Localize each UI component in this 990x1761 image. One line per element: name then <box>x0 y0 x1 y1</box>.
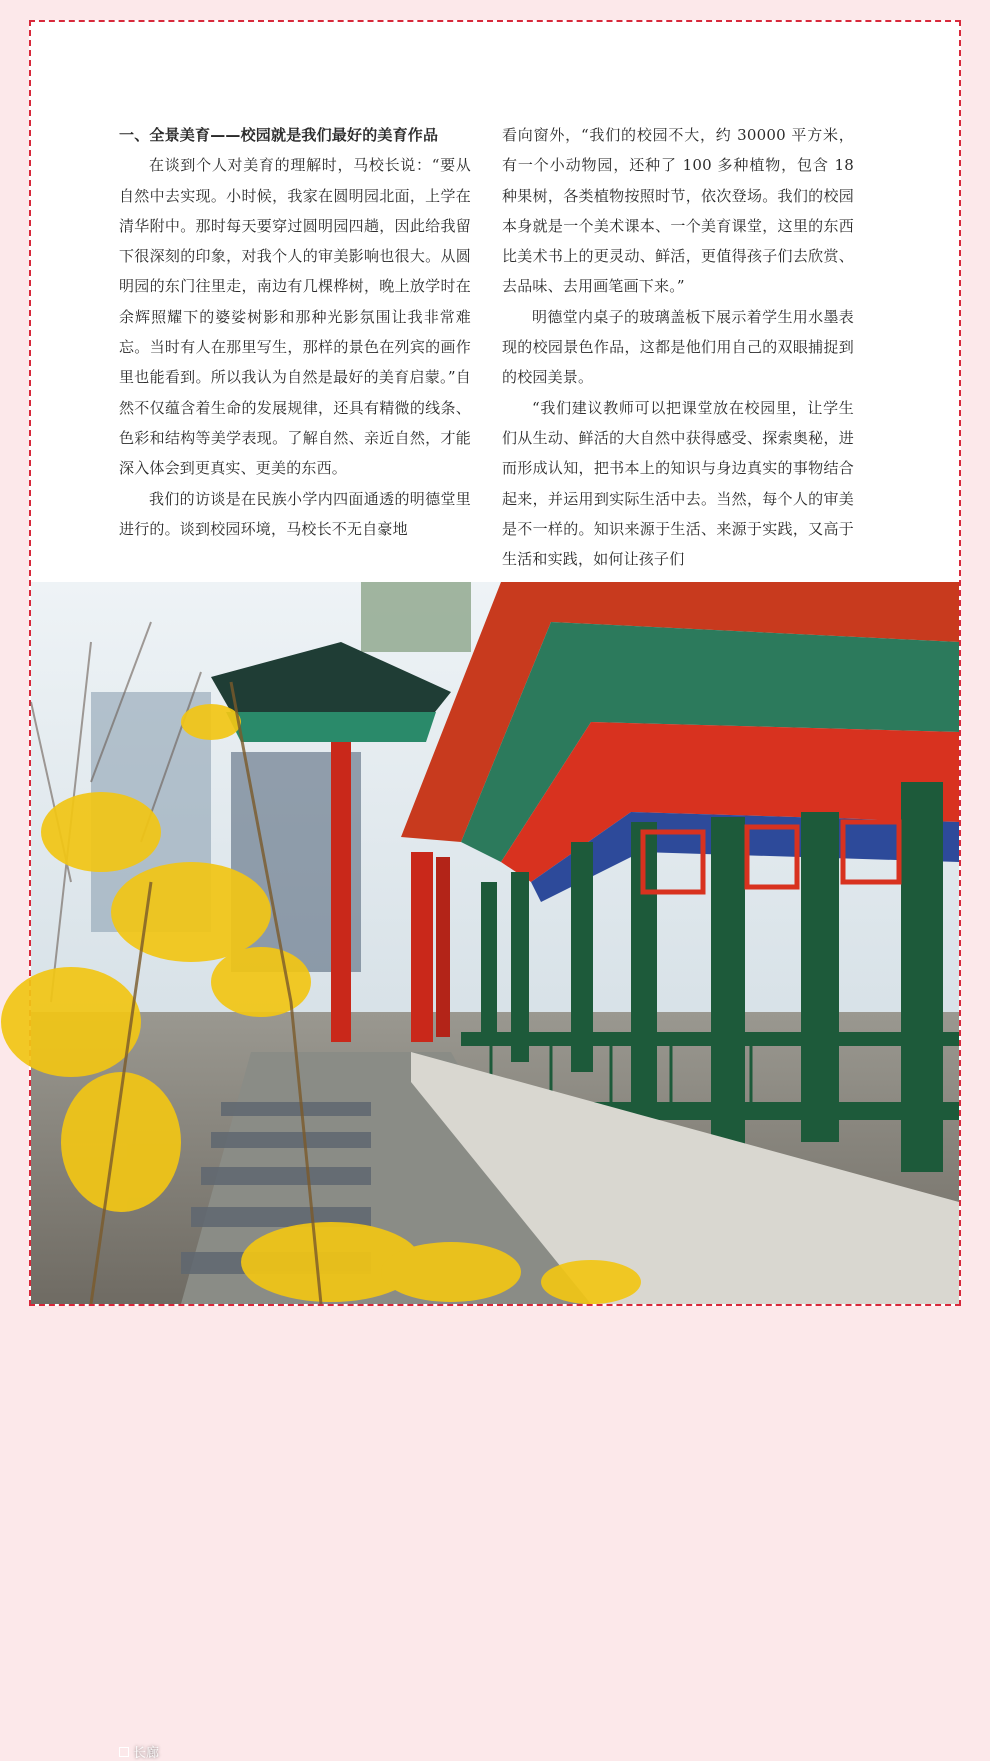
square-caption-icon <box>119 1747 129 1757</box>
paragraph: 在谈到个人对美育的理解时，马校长说：“要从自然中去实现。小时候，我家在圆明园北面，上学在清华附中。那时每天要穿过圆明园四趟，因此给我留下很深刻的印象，对我个人的审美影响也很大。从圆明园的东门往里走，南边有几棵桦树，晚上放学时在余辉照耀下的婆娑树影和那种光影氛围让我非常难忘。当时有人在那里写生，那样的景色在列宾的画作里也能看到。所以我认为自然是最好的美育启蒙。”自然不仅蕴含着生命的发展规律，还具有精微的线条、色彩和结构等美学表现。了解自然、亲近自然，才能深入体会到更真实、更美的东西。 <box>119 156 471 478</box>
corridor-illustration <box>31 582 959 1304</box>
photo-caption <box>119 1742 159 1761</box>
left-column <box>119 120 471 544</box>
paragraph: 我们的访谈是在民族小学内四面通透的明德堂里进行的。谈到校园环境，马校长不无自豪地 <box>119 489 471 538</box>
corridor-photo <box>31 582 959 1761</box>
page-frame <box>29 20 961 1761</box>
right-column <box>502 120 854 574</box>
paragraph: 明德堂内桌子的玻璃盖板下展示着学生用水墨表现的校园景色作品，这都是他们用自己的双眼捕捉到的校园美景。 <box>502 307 854 387</box>
paragraph: 看向窗外，“我们的校园不大，约 30000 平方米，有一个小动物园，还种了 100 多种植物，包含 18 种果树，各类植物按照时节，依次登场。我们的校园本身就是一个美术课本、一个美育课堂，这里的东西比美术书上的更灵动、鲜活，更值得孩子们去欣赏、去品味、去用画笔画下来。” <box>502 126 854 296</box>
section-heading: 一、全景美育——校园就是我们最好的美育作品 <box>119 126 439 144</box>
caption-text: 长廊 <box>133 1746 160 1761</box>
paragraph: “我们建议教师可以把课堂放在校园里，让学生们从生动、鲜活的大自然中获得感受、探索奥秘，进而形成认知，把书本上的知识与身边真实的事物结合起来，并运用到实际生活中去。当然，每个人的审美是不一样的。知识来源于生活、来源于实践，又高于生活和实践，如何让孩子们 <box>502 398 854 569</box>
